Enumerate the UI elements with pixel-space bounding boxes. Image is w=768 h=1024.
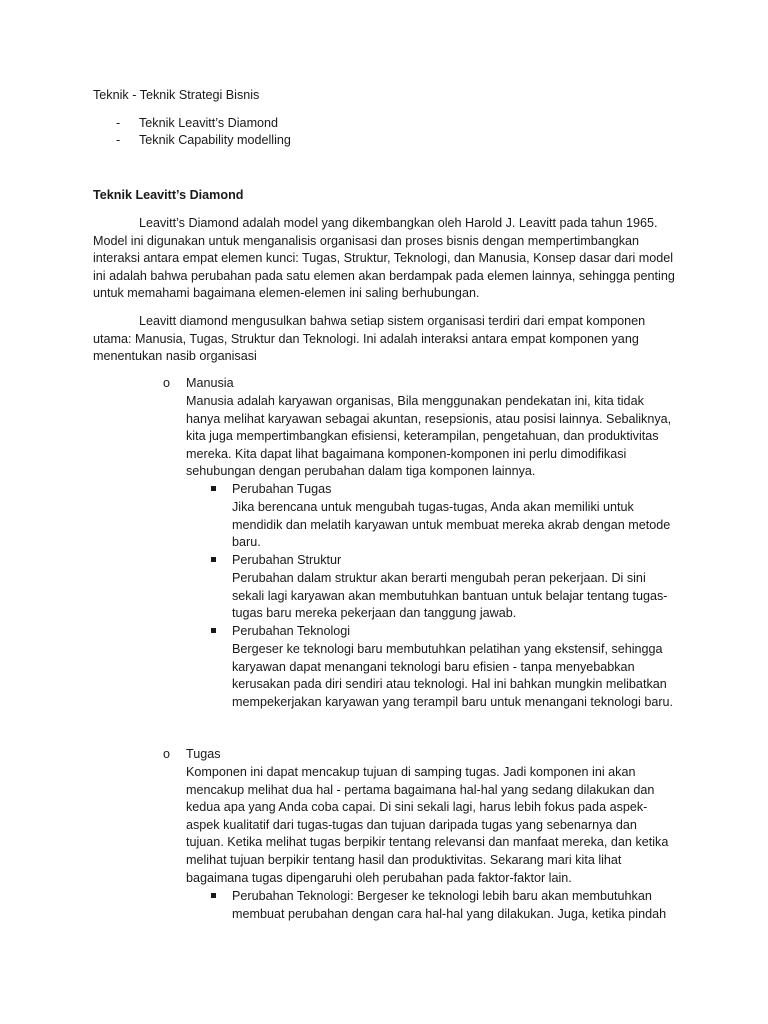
sub-item-title: Perubahan Teknologi [232,624,351,638]
square-bullet [211,628,216,633]
circle-bullet: o [163,747,171,761]
section-heading: Teknik Leavitt’s Diamond [93,188,244,202]
sub-item-body: Jika berencana untuk mengubah tugas-tugas, Anda akan memiliki untuk mendidik dan melatih karyawan untuk membuat mereka akrab dengan metode baru. [232,500,671,550]
tugas-title: Tugas [186,747,221,761]
document-title: Teknik - Teknik Strategi Bisnis [93,88,260,102]
toc-item: Teknik Capability modelling [139,133,291,147]
square-bullet [211,557,216,562]
dash-bullet: - [116,116,121,130]
sub-item-body: Bergeser ke teknologi baru membutuhkan pelatihan yang ekstensif, sehingga karyawan dapat menangani teknologi baru efisien - tanpa menyebabkan kerusakan pada diri sendiri atau teknologi. Hal ini bahkan mungkin melibatkan mempekerjakan karyawan yang terampil baru untuk menangani teknologi baru. [232,642,674,709]
sub-item-body: Perubahan dalam struktur akan berarti mengubah peran pekerjaan. Di sini sekali lagi karyawan akan membutuhkan bantuan untuk belajar tentang tugas-tugas baru mereka pekerjaan dan tanggung jawab. [232,571,668,621]
manusia-title: Manusia [186,376,234,390]
manusia-body: Manusia adalah karyawan organisas, Bila menggunakan pendekatan ini, kita tidak hanya melihat karyawan sebagai akuntan, resepsionis, atau posisi lainnya. Sebaliknya, kita juga mempertimbangkan efisiensi, keterampilan, pengetahuan, dan produktivitas mereka. Kita dapat lihat bagaimana komponen-komponen ini perlu dimodifikasi sehubungan dengan perubahan dalam tiga komponen lainnya. [186,394,672,479]
tugas-body: Komponen ini dapat mencakup tujuan di samping tugas. Jadi komponen ini akan mencakup melihat dua hal - pertama bagaimana hal-hal yang sedang dilakukan dan kedua apa yang Anda coba capai. Di sini sekali lagi, harus lebih fokus pada aspek-aspek kualitatif dari tugas-tugas dan tujuan daripada tugas yang sebenarnya dan tujuan. Ketika melihat tugas berpikir tentang relevansi dan manfaat mereka, dan ketika melihat tujuan berpikir tentang hasil dan produktivitas. Sekarang mari kita lihat bagaimana tugas dipengaruhi oleh perubahan pada faktor-faktor lain. [186,765,669,885]
dash-bullet: - [116,133,121,147]
circle-bullet: o [163,376,171,390]
paragraph-components: Leavitt diamond mengusulkan bahwa setiap sistem organisasi terdiri dari empat komponen utama: Manusia, Tugas, Struktur dan Teknologi. Ini adalah interaksi antara empat komponen yang menentukan nasib organisasi [93,314,646,364]
sub-item-body: Perubahan Teknologi: Bergeser ke teknologi lebih baru akan membutuhkan membuat perubahan dengan cara hal-hal yang dilakukan. Juga, ketika pindah [232,889,667,921]
square-bullet [211,893,216,898]
sub-item-title: Perubahan Tugas [232,482,332,496]
square-bullet [211,486,216,491]
toc-item: Teknik Leavitt’s Diamond [139,116,279,130]
paragraph-intro: Leavitt’s Diamond adalah model yang dikembangkan oleh Harold J. Leavitt pada tahun 1965. Model ini digunakan untuk menganalisis organisasi dan proses bisnis dengan mempertimbangkan interaksi antara empat elemen kunci: Tugas, Struktur, Teknologi, dan Manusia, Konsep dasar dari model ini adalah bahwa perubahan pada satu elemen akan berdampak pada elemen lainnya, sehingga penting untuk memahami bagaimana elemen-elemen ini saling berhubungan. [93,216,675,301]
sub-item-title: Perubahan Struktur [232,553,342,567]
